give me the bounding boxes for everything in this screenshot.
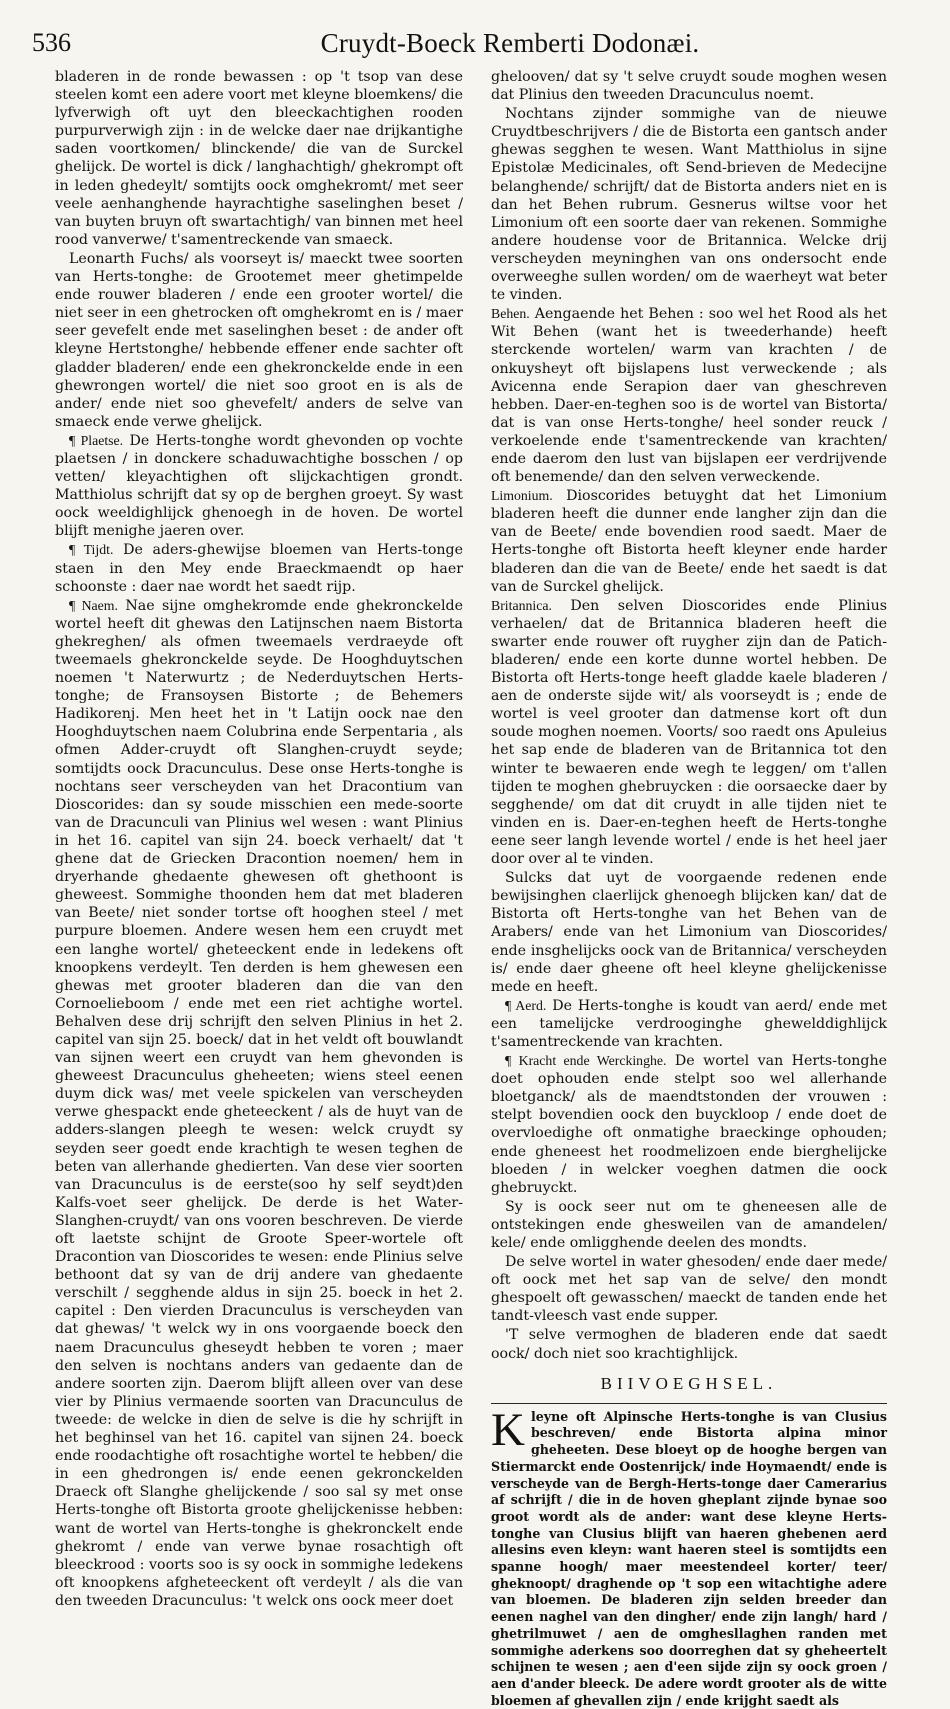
page-number: 536 xyxy=(32,28,71,57)
drop-cap: K xyxy=(491,1403,525,1456)
paragraph-text: Den selven Dioscorides ende Plinius verhaelen/ dat de Britannica bladeren heeft die swarter ende rouwer oft ruygher zijn dan de Patich-bladeren/ ende een korte dunne wortel hebben. De Bistorta oft Herts-tonge heeft gladde kaele bladeren / aen de onderste sijde wit/ als voorseydt is ; ende de wortel is veel grooter dan datmense kort oft dun soude moghen noemen. Voorts/ soo raedt ons Apuleius het sap ende de bladeren van de Britannica tot den winter te bewaeren ende wegh te leggen/ om t'allen tijden te moghen ghebruycken : die oorsaecke daer by segghende/ om dat dit cruydt in alle tijden niet te vinden en is. Daer-en-teghen heeft de Herts-tonghe eene seer langh levende wortel / ende is het heel jaer door over al te vinden. xyxy=(491,597,887,868)
margin-label: Behen. xyxy=(491,306,530,322)
paragraph xyxy=(491,1052,887,1197)
margin-label: Britannica. xyxy=(491,597,552,613)
paragraph: Sulcks dat uyt de voorgaende redenen ende bewijsinghen claerlijck ghenoegh blijcken kan/ dat de Bistorta oft Herts-tonghe van het Behen van de Arabers/ ende van het Limonium van Dioscorides/ ende insghelijcks oock van de Britannica/ verscheyden is/ ende daer gheene oft heel kleyne ghelijckenisse mede en heeft. xyxy=(491,870,887,995)
margin-label: Limonium. xyxy=(491,488,553,504)
paragraph-text: De Herts-tonghe wordt ghevonden op vochte plaetsen / in donckere schaduwachtighe bosschen / op vetten/ kleyachtighen oft slijckachtigen grondt. Matthiolus schrijft dat sy op de berghen groeyt. Sy wast oock weeldighlijck ghenoegh in de hoven. De wortel blijft menighe jaeren over. xyxy=(55,432,464,540)
section-label: ¶ Aerd. xyxy=(505,997,547,1013)
paragraph: Sy is oock seer nut om te gheneesen alle de ontstekingen ende ghesweilen van de amandelen/ kele/ ende omligghende deelen des mondts. xyxy=(491,1198,887,1251)
section-label: ¶ Kracht ende Werckinghe. xyxy=(505,1053,667,1069)
paragraph-text: Nae sijne omghekromde ende ghekronckelde wortel heeft dit ghewas den Latijnschen naem Bistorta ghekreghen/ als ofmen tweemaels verdraeyde oft tweemaels ghekronckelde seyde. De Hooghduytschen noemen 't Naterwurtz ; de Nederduytschen Herts-tonghe; de Fransoysen Bistorte ; de Behemers Hadikorenj. Men heet het in 't Latijn oock nae den Hooghduytschen naem Colubrina ende Serpentaria , als ofmen Adder-cruydt oft Slanghen-cruydt seyde; somtijdts oock Dracunculus. Dese onse Herts-tonghe is nochtans seer verscheyden van het Dracontium van Dioscorides: dan sy soude misschien een mede-soorte van de Dracunculi van Plinius wel wesen : want Plinius in het 16. capitel van sijn 24. boeck verhaelt/ dat 't ghene dat de Griecken Dracontion noemen/ hem in dryerhande ghedaente ghewesen oft ghethoont is gheweest. Sommighe thoonden hem dat met bladeren van Beete/ niet sonder tortse oft hooghen steel / met purpure bloemen. Andere wesen hem een cruydt met een langhe wortel/ gheteeckent ende in ledekens oft knoopkens verdeylt. Ten derden is hem ghewesen een ghewas met grooter bladeren dan die van den Cornoelieboom / ende met een riet achtighe wortel. Behalven dese drij schrijft den selven Plinius in het 2. capitel van sijn 25. boeck/ dat in het veldt oft bouwlandt van sijnen weert een cruydt van hem ghevonden is gheweest Dracunculus gheheeten; wiens steel eenen duym dick was/ met veele spickelen van verscheyden verwe ghespackt ende gheteeckent / als de huyt van de adders-slangen pleegh te wesen: welck cruydt sy seyden seer goedt ende krachtigh te wesen teghen de beten van allerhande ghedierten. Van dese vier soorten van Dracunculus is de eerste(soo hy self seydt)den Kalfs-voet seer ghelijck. De derde is het Water-Slanghen-cruydt/ van ons vooren beschreven. De vierde oft laetste schijnt de Groote Speer-wortele oft Dracontion van Dioscorides te wesen: ende Plinius selve bethoont dat sy van de drij andere van ghedaente verschilt / segghende aldus in sijn 25. boeck in het 2. capitel : Den vierden Dracunculus is verscheyden van dat ghewas/ 't welck wy in ons voorgaende boeck den naem Dracunculus gheseydt hebben te voren ; maer den selven is nochtans anders van gedaente dan de andere soorten zijn. Daerom blijft alleen over van dese vier by Plinius vermaende soorten van Dracunculus de tweede: de welcke in dien de selve is die hy schrijft in het beghinsel van het 16. capitel van sijnen 24. boeck ende roodachtighe oft rosachtighe wortel te hebben/ die in een ghedrongen is/ ende eenen gekronckelden Draeck oft Slanghe ghelijckende / soo sal sy met onse Herts-tonghe oft Bistorta groote ghelijckenisse hebben: want de wortel van Herts-tonghe is ghekronckelt ende ghekromt / ende van verwe bynae rosachtigh oft bleeckrood : voorts soo is sy oock in sommighe ledekens oft knoopkens afgheteeckent oft verdeylt / als die van den tweeden Dracunculus: 't welck ons oock meer doet xyxy=(55,597,463,1609)
paragraph-text: Dioscorides betuyght dat het Limonium bladeren heeft die dunner ende langher zijn dan die van de Beete/ ende bovendien rood saedt. Maer de Herts-tonghe oft Bistorta heeft kleyner ende harder bladeren dan die van de Beete/ ende het saedt is dat van de Surckel ghelijck. xyxy=(491,488,888,595)
paragraph xyxy=(491,487,887,596)
paragraph xyxy=(55,597,463,1610)
paragraph: De selve wortel in water ghesoden/ ende daer mede/ oft oock met het sap van de selve/ den mondt ghespoelt oft gewasschen/ maeckt de tanden ende het tandt-vleesch vast ende supper. xyxy=(491,1254,887,1325)
paragraph xyxy=(55,541,463,595)
paragraph-text: De wortel van Herts-tonghe doet ophouden ende stelpt soo wel allerhande bloetganck/ als de maendtstonden der vrouwen : stelpt bovendien oock den buyckloop / ende doet de overvloedighe oft onmatighe braeckinge ophouden; ende gheneest het roodmelizoen ende bierghelijcke bloeden / in welcker voeghen datmen die oock ghebruyckt. xyxy=(491,1053,887,1196)
running-title: Cruydt-Boeck Remberti Dodonæi. xyxy=(320,28,700,58)
paragraph xyxy=(491,597,887,868)
section-label: ¶ Tijdt. xyxy=(69,542,114,558)
paragraph xyxy=(491,997,887,1051)
paragraph-text: De Herts-tonghe is koudt van aerd/ ende met een tamelijcke verdrooginghe ghewelddighlijck t'samentreckende van krachten. xyxy=(491,997,887,1050)
right-column xyxy=(491,68,888,1708)
section-label: ¶ Plaetse. xyxy=(69,432,124,448)
left-column xyxy=(55,68,464,1609)
paragraph-text: De aders-ghewijse bloemen van Herts-tonge staen in den Mey ende Braeckmaendt op haer schoonste : daer nae wordt het saedt rijp. xyxy=(55,542,463,595)
section-label: ¶ Naem. xyxy=(69,597,118,613)
supplement-heading: BIIVOEGHSEL. xyxy=(600,1373,778,1393)
paragraph xyxy=(55,432,463,541)
paragraph: Leonarth Fuchs/ als voorseyt is/ maeckt twee soorten van Herts-tonghe: de Grootemet meer ghetimpelde ende rouwer bladeren / ende een grooter wortel/ die niet seer in een ghetrocken oft omghekromt en is / maer seer gevefelt ende met saselinghen beset : de ander oft kleyne Hertstonghe/ hebbende effener ende sachter oft gladder bladeren/ ende een ghekronckelde ende in een ghewrongen wortel/ die niet soo groot en is als de ander/ ende niet soo ghevefelt/ anders de selve van smaeck ende verwe ghelijck. xyxy=(55,250,463,430)
paragraph-text: Aengaende het Behen : soo wel het Rood als het Wit Behen (want het is tweederhande) heeft sterckende wortelen/ warm van krachten / de onkuysheyt oft bijslapens lust verweckende ; als Avicenna ende Serapion daer van gheschreven hebben. Daer-en-teghen soo is de wortel van Bistorta/ dat is van onse Herts-tonghe/ heel sonder reuck / verkoelende ende t'samentreckende van krachten/ ende daerom den lust van bijslapen eer verdrijvende oft benemende/ dan den selven verweckende. xyxy=(491,306,887,486)
supplement-rule xyxy=(491,1403,887,1404)
paragraph: 'T selve vermoghen de bladeren ende dat saedt oock/ doch niet soo krachtighlijck. xyxy=(491,1327,887,1362)
supplement-text: leyne oft Alpinsche Herts-tonghe is van Clusius beschreven/ ende Bistorta alpina minor gheheeten. Dese bloeyt op de hooghe bergen van Stiermarckt ende Oostenrijck/ inde Hoymaendt/ ende is verscheyde van de Bergh-Herts-tonge daer Camerarius af schrijft / die in de hoven gheplant zijnde bynae soo groot wordt als de ander: want dese kleyne Herts-tonghe van Clusius blijft van haeren ghebenen aerd allesins even kleyn: want haeren steel is somtijdts een spanne hoogh/ maer meestendeel korter/ teer/ gheknoopt/ draghende op 't sop een witachtighe adere van bloemen. De bladeren zijn selden breeder dan eenen naghel van den dingher/ ende zijn langh/ hard / ghetrilmuwet / aen de omghesllaghen randen met sommighe aderkens soo doorreghen dat sy gheheertelt schijnen te wesen ; aen d'een sijde zijn sy oock groen / aen d'ander bleeck. De adere wordt grooter als de witte bloemen af ghevallen zijn / ende krijght saedt als xyxy=(491,1408,887,1708)
paragraph: Nochtans zijnder sommighe van de nieuwe Cruydtbeschrijvers / die de Bistorta een gantsch ander ghewas segghen te wesen. Want Matthiolus in sijne Epistolæ Medicinales, oft Send-brieven de Medecijne belanghende/ schrijft/ dat de Bistorta anders niet en is dan het Behen rubrum. Gesnerus wiltse voor het Limonium oft een soorte daer van rekenen. Sommighe andere houdense voor de Britannica. Welcke drij verscheyden meyninghen van ons ondersocht ende overweeghe sullen worden/ om de waerheyt wat beter te vinden. xyxy=(491,106,887,304)
supplement-text-block xyxy=(491,1403,887,1709)
paragraph: bladeren in de ronde bewassen : op 't tsop van dese steelen komt een adere voort met kleyne bloemkens/ die lyfverwigh oft uyt den bleeckachtighen rooden purpurverwigh zijn : in de welcke daer nae drijkantighe saden voortkomen/ blinckende/ die van de Surckel ghelijck. De wortel is dick / langhachtigh/ ghekrompt oft in leden ghedeylt/ somtijts oock omghekromt/ met seer veele aenhanghende hayrachtighe saselinghen beset / van buyten bruyn oft swartachtigh/ van binnen met heel rood vanverwe/ t'samentreckende van smaeck. xyxy=(55,69,463,248)
paragraph: ghelooven/ dat sy 't selve cruydt soude moghen wesen dat Plinius den tweeden Dracunculus noemt. xyxy=(491,69,887,104)
paragraph xyxy=(491,305,887,486)
